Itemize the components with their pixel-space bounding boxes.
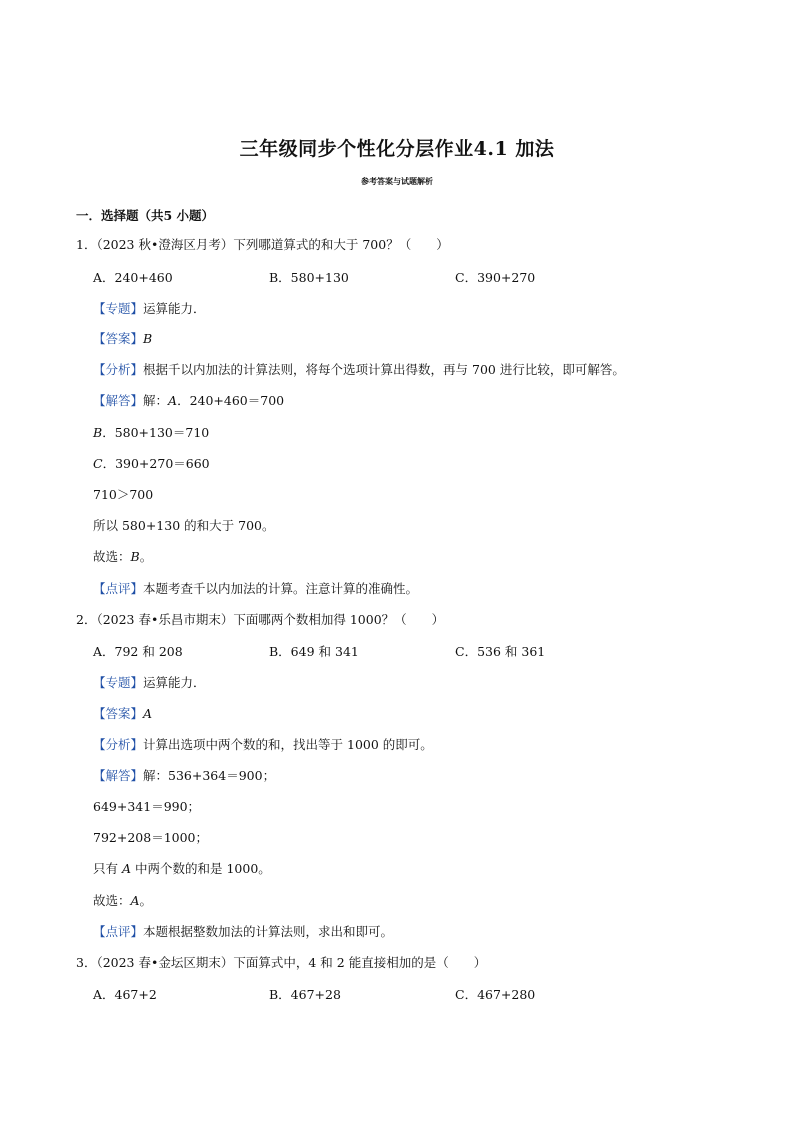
analysis-tag: 【分析】: [93, 737, 144, 752]
question-1-comment: [93, 581, 418, 597]
comment-tag: 【点评】: [93, 924, 144, 939]
question-2-option-c: C．536 和 361: [455, 644, 546, 659]
solution-label: C: [93, 456, 103, 471]
page-title: 三年级同步个性化分层作业4.1 加法: [239, 138, 555, 160]
comment-text: 本题根据整数加法的计算法则，求出和即可。: [143, 924, 394, 939]
question-3-option-a: A．467+2: [93, 987, 157, 1002]
page-subtitle: 参考答案与试题解析: [361, 176, 433, 186]
topic-text: 运算能力．: [143, 675, 206, 690]
topic-tag: 【专题】: [93, 675, 144, 690]
question-1-solution-line: 710＞700: [93, 487, 154, 502]
question-3-option-b: B．467+28: [269, 987, 341, 1002]
choice-suffix: 。: [139, 893, 153, 908]
question-1-solution-line: 所以 580+130 的和大于 700。: [93, 518, 275, 533]
solution-text: 解：536+364＝900；: [143, 768, 276, 783]
solution-label: A: [168, 393, 178, 408]
question-2-option-a: A．792 和 208: [93, 644, 183, 659]
only-suffix: 中两个数的和是 1000。: [131, 861, 271, 876]
question-1-option-b: B．580+130: [269, 270, 349, 285]
question-1-stem: 1．（2023 秋•澄海区月考）下列哪道算式的和大于 700？（ ）: [76, 237, 449, 252]
question-2-analysis: [93, 737, 433, 753]
question-3-stem: 3．（2023 春•金坛区期末）下面算式中，4 和 2 能直接相加的是（ ）: [76, 955, 487, 970]
choice-prefix: 故选：: [93, 893, 131, 908]
question-1-solution: [93, 393, 284, 409]
solution-prefix: 解：: [143, 393, 169, 408]
question-1-topic: [93, 301, 206, 317]
solution-text: ．580+130＝710: [102, 425, 210, 440]
choice-suffix: 。: [139, 549, 153, 564]
answer-text: A: [143, 706, 153, 721]
topic-text: 运算能力．: [143, 301, 206, 316]
question-1-solution-line: [93, 456, 210, 472]
question-2-answer: [93, 706, 152, 722]
question-2-topic: [93, 675, 206, 691]
question-2-solution-line: [93, 861, 271, 877]
comment-tag: 【点评】: [93, 581, 144, 596]
analysis-text: 根据千以内加法的计算法则，将每个选项计算出得数，再与 700 进行比较，即可解答。: [143, 362, 625, 377]
answer-tag: 【答案】: [93, 331, 144, 346]
answer-tag: 【答案】: [93, 706, 144, 721]
question-2-comment: [93, 924, 393, 940]
only-prefix: 只有: [93, 861, 122, 876]
question-1-answer: [93, 331, 152, 347]
question-1-option-c: C．390+270: [455, 270, 536, 285]
question-3-option-c: C．467+280: [455, 987, 536, 1002]
solution-label: B: [93, 425, 103, 440]
choice-prefix: 故选：: [93, 549, 131, 564]
question-2-solution-line: 649+341＝990；: [93, 799, 201, 814]
solution-text: ．240+460＝700: [177, 393, 285, 408]
question-1-solution-line: [93, 425, 209, 441]
question-2-solution: [93, 768, 275, 784]
analysis-tag: 【分析】: [93, 362, 144, 377]
question-1-option-a: A．240+460: [93, 270, 173, 285]
comment-text: 本题考查千以内加法的计算。注意计算的准确性。: [143, 581, 419, 596]
solution-text: ．390+270＝660: [102, 456, 210, 471]
question-1-choice: [93, 549, 152, 565]
question-2-choice: [93, 893, 152, 909]
choice-label: A: [130, 893, 140, 908]
question-2-option-b: B．649 和 341: [269, 644, 359, 659]
question-2-stem: 2．（2023 春•乐昌市期末）下面哪两个数相加得 1000？（ ）: [76, 612, 445, 627]
topic-tag: 【专题】: [93, 301, 144, 316]
analysis-text: 计算出选项中两个数的和，找出等于 1000 的即可。: [143, 737, 433, 752]
question-2-solution-line: 792+208＝1000；: [93, 830, 209, 845]
choice-label: B: [130, 549, 140, 564]
only-label: A: [121, 861, 132, 876]
answer-text: B: [143, 331, 153, 346]
section-heading: 一．选择题（共5 小题）: [76, 208, 215, 223]
solution-tag: 【解答】: [93, 393, 144, 408]
question-1-analysis: [93, 362, 625, 378]
solution-tag: 【解答】: [93, 768, 144, 783]
